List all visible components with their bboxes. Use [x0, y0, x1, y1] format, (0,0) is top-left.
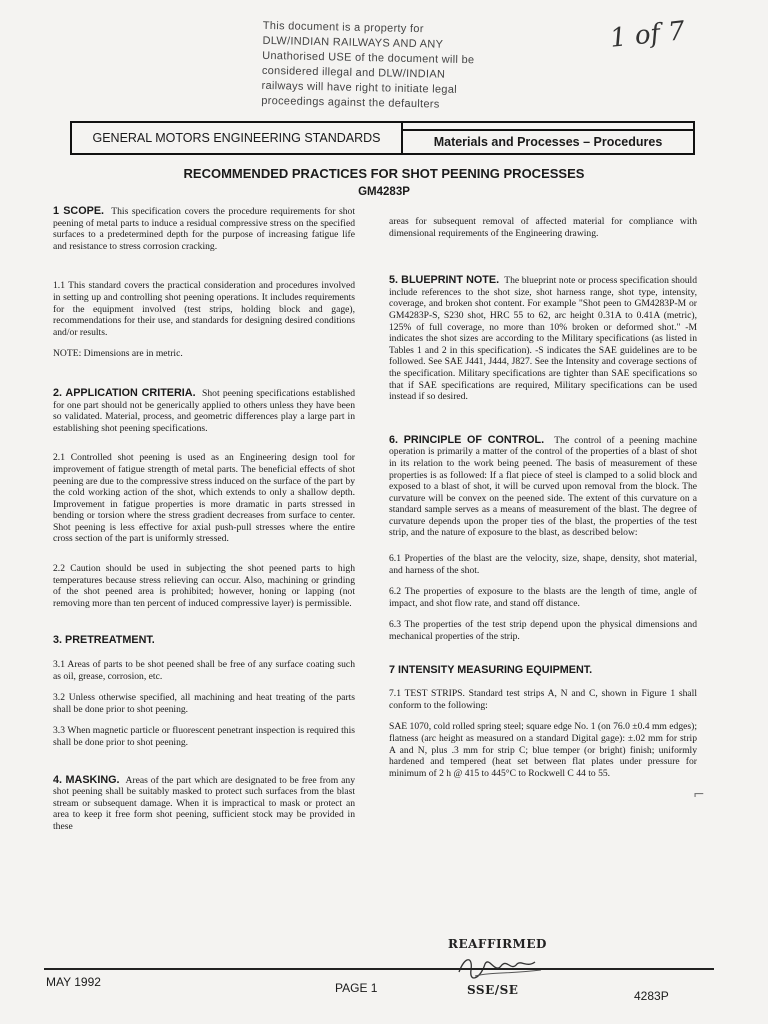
- header-organization: GENERAL MOTORS ENGINEERING STANDARDS: [72, 123, 403, 153]
- paragraph-2-2: 2.2 Caution should be used in subjecting the shot peened parts to high temperatures because stress relieving can occur. Also, machining or grinding of the shot peened area is prohibited; however, honing or lapping (not removing more than ten percent of induced compressive layer) is permissible.: [53, 563, 355, 609]
- section-1-scope: [53, 206, 355, 252]
- signature-icon: [455, 952, 545, 982]
- stamp-line: railways will have right to initiate legal: [261, 79, 458, 96]
- paragraph-1-1: 1.1 This standard covers the practical consideration and procedures involved in setting up and controlling shot peening operations. It includes requirements for the equipment involved (test strips, holding block and gage), recommendations for their use, and standards for designing desired conditions and/or results.: [53, 280, 355, 338]
- section-text: The blueprint note or process specification should include references to the shot size, shot harness range, shot type, intensity, coverage, and broken shot content. For example "Shot peen to GM4283P-M or GM4283P-S, S230 shot, HRC 55 to 62, arc height 0.31A to 0.41A (metric), 125% of full coverage, no more than 10% broken or deformed shot." -M indicates the shot sizes are according to the Military specifications (as listed in Tables 1 and 2 in this specification). -S indicates the SAE guidelines are to be followed. See SAE J441, J444, J827. See the Intensity and coverage sections of the specification. Military specifications are tighter than SAE specifications so that if SAE specifications are required, Military specifications can be used instead if so desired.: [389, 275, 698, 403]
- paragraph-3-2: 3.2 Unless otherwise specified, all machining and heat treating of the parts shall be done prior to shot peening.: [53, 692, 355, 715]
- stamp-line: proceedings against the defaulters: [261, 94, 440, 111]
- margin-mark: ⌐: [693, 787, 705, 803]
- section-7-heading: 7 INTENSITY MEASURING EQUIPMENT.: [389, 663, 593, 676]
- left-column: [53, 206, 355, 843]
- right-column: [389, 216, 697, 789]
- standards-header: [70, 121, 695, 155]
- note: NOTE: Dimensions are in metric.: [53, 348, 183, 360]
- stamp-line: Unathorised USE of the document will be: [262, 49, 475, 67]
- test-strip-spec: SAE 1070, cold rolled spring steel; square edge No. 1 (on 76.0 ±0.4 mm edges); flatness (arc height as measured on a standard Digital gage): ±.02 mm for strip A and N, plus .3 mm for strip C; blue temper (or bright) finish; uniformly hardened and tempered (heat set between flat plates under pressure for minimum of 2 h @ 415 to 445°C to Rockwell C 44 to 55.: [389, 721, 697, 779]
- section-heading: 4. MASKING.: [53, 773, 120, 786]
- header-category: Materials and Processes – Procedures: [403, 129, 693, 153]
- stamp-line: This document is a property for: [262, 19, 424, 36]
- department-stamp: SSE/SE: [467, 983, 519, 997]
- reaffirmed-stamp: REAFFIRMED: [448, 937, 547, 951]
- section-text: The control of a peening machine operation is primarily a matter of the control of the properties of a blast of shot in its relation to the work being peened. The basis of measurement of these properties is as followed: If a flat piece of steel is clamped to a solid block and exposed to a blast of shot, it will be curved upon removal from the block. The curvature will be convex on the peened side. The extent of this curvature on a standard sample serves as a means of measurement of the blast. The degree of curvature depends upon the proper ties of the blast, the properties of the test strip, and the nature of exposure to the blast, as described below:: [389, 434, 697, 539]
- document-title: RECOMMENDED PRACTICES FOR SHOT PEENING PROCESSES: [183, 166, 585, 181]
- section-5-blueprint: [389, 275, 697, 403]
- paragraph-6-2: 6.2 The properties of exposure to the blasts are the length of time, angle of impact, and shot flow rate, and stand off distance.: [389, 586, 697, 609]
- footer-rule: [44, 968, 714, 970]
- section-heading: 2. APPLICATION CRITERIA.: [53, 386, 196, 399]
- footer-page: PAGE 1: [335, 981, 378, 995]
- paragraph-7-1: 7.1 TEST STRIPS. Standard test strips A, N and C, shown in Figure 1 shall conform to the following:: [389, 688, 697, 711]
- section-text: This specification covers the procedure requirements for shot peening of metal parts to induce a residual compressive stress on the specified surfaces to a predetermined depth for the purpose of increasing fatigue life and resistance to stress corrosion cracking.: [53, 206, 356, 252]
- footer-code: 4283P: [634, 989, 669, 1003]
- paragraph-3-1: 3.1 Areas of parts to be shot peened shall be free of any surface coating such as oil, grease, corrosion, etc.: [53, 659, 355, 682]
- paragraph-6-1: 6.1 Properties of the blast are the velocity, size, shape, density, shot material, and harness of the shot.: [389, 553, 697, 576]
- footer-date: MAY 1992: [46, 975, 101, 989]
- ownership-stamp: [261, 19, 563, 115]
- paragraph-3-3: 3.3 When magnetic particle or fluorescent penetrant inspection is required this shall be done prior to shot peening.: [53, 725, 355, 748]
- document-number: GM4283P: [358, 186, 410, 198]
- section-heading: 6. PRINCIPLE OF CONTROL.: [389, 433, 545, 446]
- handwritten-page-mark: 1 of 7: [608, 16, 687, 54]
- section-text: Areas of the part which are designated to be free from any shot peening shall be suitably masked to protect such surfaces from the blast stream or subsequent damage. When it is impractical to mask or protect an area to keep it free form shot peening, sufficient stock may be provided in these: [53, 774, 355, 832]
- paragraph-2-1: 2.1 Controlled shot peening is used as an Engineering design tool for improvement of fatigue strength of metal parts. The beneficial effects of shot peening are due to the compressive stress induced on the surface of the part by the cold working action of the shot, which extends to only a shallow depth. Improvement in fatigue properties is more dramatic in parts stressed in bending or torsion where the stress gradient decreases from surface to center. Shot peening is less effective for axial push-pull stresses where the entire cross section of the part is uniformly stressed.: [53, 452, 355, 545]
- section-4-continued: areas for subsequent removal of affected material for compliance with dimensional requirements of the Engineering drawing.: [389, 216, 697, 239]
- section-2-application: [53, 388, 355, 434]
- stamp-line: DLW/INDIAN RAILWAYS AND ANY: [262, 34, 444, 51]
- stamp-line: considered illegal and DLW/INDIAN: [261, 64, 446, 81]
- section-text: Shot peening specifications established for one part should not be generically applied to others unless they have been so validated. Material, process, and geometric differences play a large part in establishing shot peening specifications.: [53, 387, 355, 434]
- section-3-heading: 3. PRETREATMENT.: [53, 634, 155, 647]
- section-4-masking: [53, 775, 355, 833]
- section-6-principle: [389, 435, 697, 539]
- section-heading: 1 SCOPE.: [53, 205, 105, 217]
- paragraph-6-3: 6.3 The properties of the test strip depend upon the physical dimensions and mechanical properties of the strip.: [389, 619, 697, 643]
- section-heading: 5. BLUEPRINT NOTE.: [389, 274, 500, 287]
